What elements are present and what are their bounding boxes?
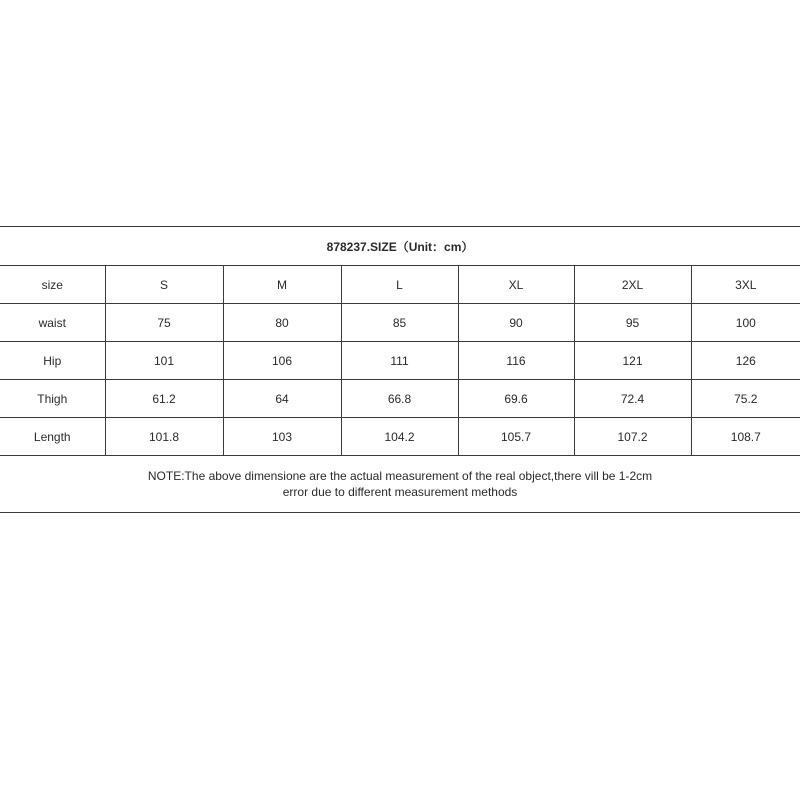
- table-cell: 75.2: [691, 380, 800, 418]
- note-line-2: error due to different measurement methods: [282, 485, 518, 499]
- table-cell: 107.2: [574, 418, 691, 456]
- table-cell: 103: [223, 418, 341, 456]
- table-cell: 126: [691, 342, 800, 380]
- table-cell: 75: [105, 304, 223, 342]
- table-cell: 85: [341, 304, 458, 342]
- title-row: [0, 227, 800, 266]
- table-cell: 100: [691, 304, 800, 342]
- measurement-note: [0, 456, 800, 513]
- table-cell: 111: [341, 342, 458, 380]
- table-row-thigh: [0, 380, 800, 418]
- table-cell: 106: [223, 342, 341, 380]
- table-row-length: [0, 418, 800, 456]
- table-row-waist: [0, 304, 800, 342]
- row-label: Thigh: [0, 380, 105, 418]
- table-cell: 72.4: [574, 380, 691, 418]
- header-xl: XL: [458, 266, 574, 304]
- table-cell: 64: [223, 380, 341, 418]
- row-label: Hip: [0, 342, 105, 380]
- note-line-1: NOTE:The above dimensione are the actual measurement of the real object,there vill be 1-2cm: [147, 469, 653, 483]
- size-chart-table: [0, 226, 800, 513]
- table-title: 878237.SIZE（Unit：cm）: [0, 227, 800, 266]
- table-cell: 116: [458, 342, 574, 380]
- note-row: [0, 456, 800, 513]
- header-2xl: 2XL: [574, 266, 691, 304]
- table-cell: 105.7: [458, 418, 574, 456]
- header-row: [0, 266, 800, 304]
- table-cell: 90: [458, 304, 574, 342]
- header-size: size: [0, 266, 105, 304]
- table-cell: 101.8: [105, 418, 223, 456]
- table-cell: 121: [574, 342, 691, 380]
- table-cell: 61.2: [105, 380, 223, 418]
- table-row-hip: [0, 342, 800, 380]
- row-label: Length: [0, 418, 105, 456]
- table-cell: 95: [574, 304, 691, 342]
- row-label: waist: [0, 304, 105, 342]
- table-cell: 69.6: [458, 380, 574, 418]
- header-s: S: [105, 266, 223, 304]
- header-l: L: [341, 266, 458, 304]
- table-cell: 101: [105, 342, 223, 380]
- header-m: M: [223, 266, 341, 304]
- table-cell: 80: [223, 304, 341, 342]
- header-3xl: 3XL: [691, 266, 800, 304]
- table-cell: 66.8: [341, 380, 458, 418]
- table-cell: 108.7: [691, 418, 800, 456]
- table-cell: 104.2: [341, 418, 458, 456]
